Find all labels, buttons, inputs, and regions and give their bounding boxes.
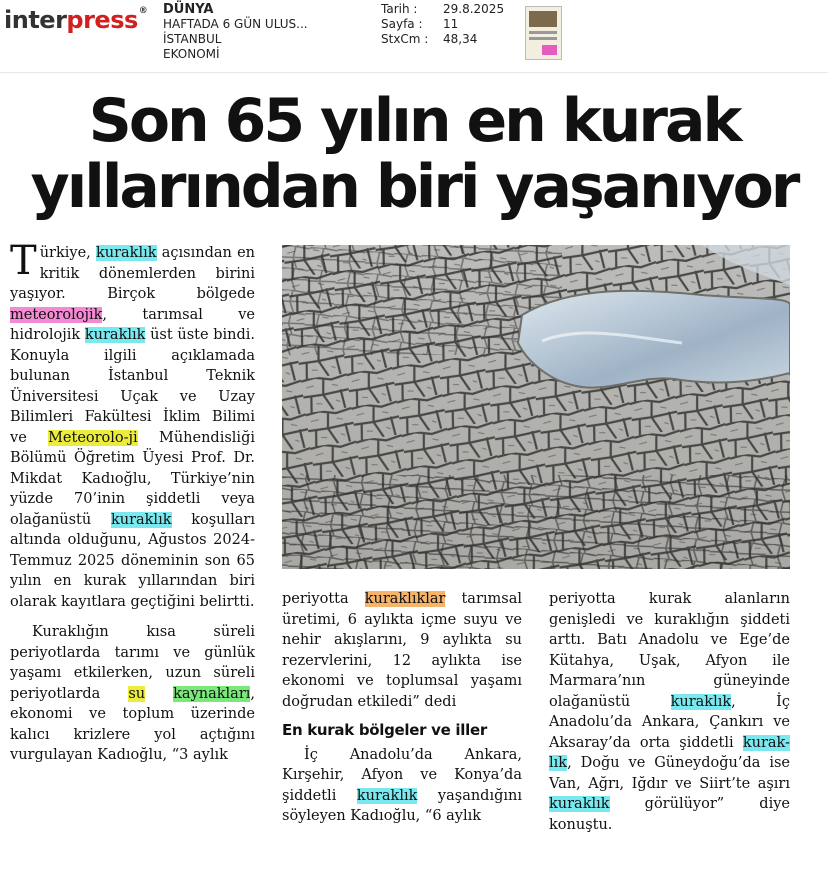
body-text: koşulları altında olduğunu, Ağustos 2024-Temmuz 2025 döneminin son 65 yılın en kurak yıllarından biri olarak kayıtlara geçtiğini belirtti. <box>10 511 255 610</box>
publication-city: İSTANBUL <box>163 32 222 46</box>
paragraph-2 <box>10 622 255 766</box>
highlighted-keyword: kuraklık <box>110 511 172 528</box>
date-label: Tarih : <box>381 2 418 16</box>
cracked-earth-photo <box>282 245 790 569</box>
article-column-2 <box>282 589 522 827</box>
body-text: Kuraklığın kısa süreli periyotlarda tarımı ve günlük yaşamı etkilerken, uzun süreli periyotlarda <box>10 624 255 702</box>
article-column-1 <box>10 238 255 766</box>
logo-text-inter: inter <box>4 6 67 34</box>
highlighted-keyword: kaynakları <box>173 685 251 702</box>
body-text: İç Anadolu’da Ankara, Kırşehir, Afyon ve Konya’da şiddetli <box>282 746 522 804</box>
highlighted-keyword: Meteorolo-ji <box>48 429 138 446</box>
thumbnail-text-line <box>529 31 557 34</box>
body-text: , ekonomi ve toplum üzerinde kalıcı krizlere yol açtığını vurgulayan Kadıoğlu, “3 aylık <box>10 685 255 763</box>
subheading: En kurak bölgeler ve iller <box>282 721 487 739</box>
stxcm-label: StxCm : <box>381 32 429 46</box>
highlighted-keyword: kuraklıklar <box>364 591 446 607</box>
article-column-3 <box>549 589 790 835</box>
page-thumbnail[interactable] <box>525 6 562 60</box>
body-text: açısından en kritik dönemlerden birini yaşıyor. Birçok bölgede <box>10 245 255 302</box>
paragraph-3 <box>282 589 522 712</box>
paragraph-1 <box>10 238 255 612</box>
body-text: periyotta kurak alanların genişledi ve kuraklığın şiddeti arttı. Batı Anadolu ve Ege’de Kütahya, Uşak, Afyon ile Marmara’nın güneyinde olağanüstü <box>549 591 790 710</box>
highlighted-keyword: kuraklık <box>95 245 157 261</box>
body-text: yaşandığını söyleyen Kadıoğlu, “6 aylık <box>282 787 522 824</box>
stxcm-value: 48,34 <box>443 32 478 46</box>
thumbnail-highlight-block <box>542 45 557 55</box>
paragraph-5 <box>549 589 790 835</box>
body-text: , İç Anadolu’da Ankara, Çankırı ve Aksaray’da orta şiddetli <box>549 693 790 751</box>
body-text: , tarımsal ve hidrolojik <box>10 306 255 343</box>
highlighted-keyword: meteorolojik <box>10 306 103 323</box>
publication-frequency: HAFTADA 6 GÜN ULUS... <box>163 17 308 31</box>
headline-line-1: Son 65 yılın en kurak <box>88 86 740 156</box>
publication-category: EKONOMİ <box>163 47 220 61</box>
page-value: 11 <box>443 17 459 31</box>
body-text: ürkiye, <box>39 245 96 261</box>
body-text: tarımsal üretimi, 6 aylıkta içme suyu ve nehir akışlarını, 9 aylıkta su rezervlerini, 12 aylıkta ise ekonomi ve toplumsal yaşamı doğrudan etkiledi” dedi <box>282 591 522 710</box>
clipping-stats <box>381 2 523 47</box>
body-text: üst üste bindi. Konuyla ilgili açıklamada bulunan İstanbul Teknik Üniversitesi Uçak ve Uzay Bilimleri Fakültesi İklim Bilimi ve <box>10 327 255 446</box>
highlighted-keyword: kuraklık <box>356 787 418 804</box>
body-text: periyotta <box>282 591 365 607</box>
drop-cap: T <box>10 238 37 284</box>
body-text <box>145 686 173 702</box>
logo-registered: ® <box>138 6 148 16</box>
highlighted-keyword: su <box>128 685 146 702</box>
highlighted-keyword: kuraklık <box>549 796 610 812</box>
logo-text-press: press <box>66 6 138 34</box>
publication-name: DÜNYA <box>163 2 214 17</box>
interpress-logo <box>4 6 147 34</box>
publication-info <box>163 2 308 62</box>
headline-line-2: yıllarından biri yaşanıyor <box>30 152 798 222</box>
body-text: Mühendisliği Bölümü Öğretim Üyesi Prof. Dr. Mikdat Kadıoğlu, Türkiye’nin yüzde 70’inin şiddetli veya olağanüstü <box>10 429 255 528</box>
header-divider <box>0 72 828 73</box>
highlighted-keyword: kuraklık <box>84 327 146 343</box>
date-value: 29.8.2025 <box>443 2 505 16</box>
highlighted-keyword: kuraklık <box>670 693 732 710</box>
thumbnail-text-line <box>529 37 557 40</box>
paragraph-4 <box>282 745 522 827</box>
article-headline <box>0 88 828 220</box>
thumbnail-image-block <box>529 11 557 27</box>
highlighted-keyword: kurak-lık <box>549 734 790 771</box>
body-text: , Doğu ve Güneydoğu’da ise Van, Ağrı, Iğdır ve Siirt’te aşırı <box>549 755 790 792</box>
body-text: görülüyor” diye konuştu. <box>549 796 790 833</box>
page-label: Sayfa : <box>381 17 423 31</box>
